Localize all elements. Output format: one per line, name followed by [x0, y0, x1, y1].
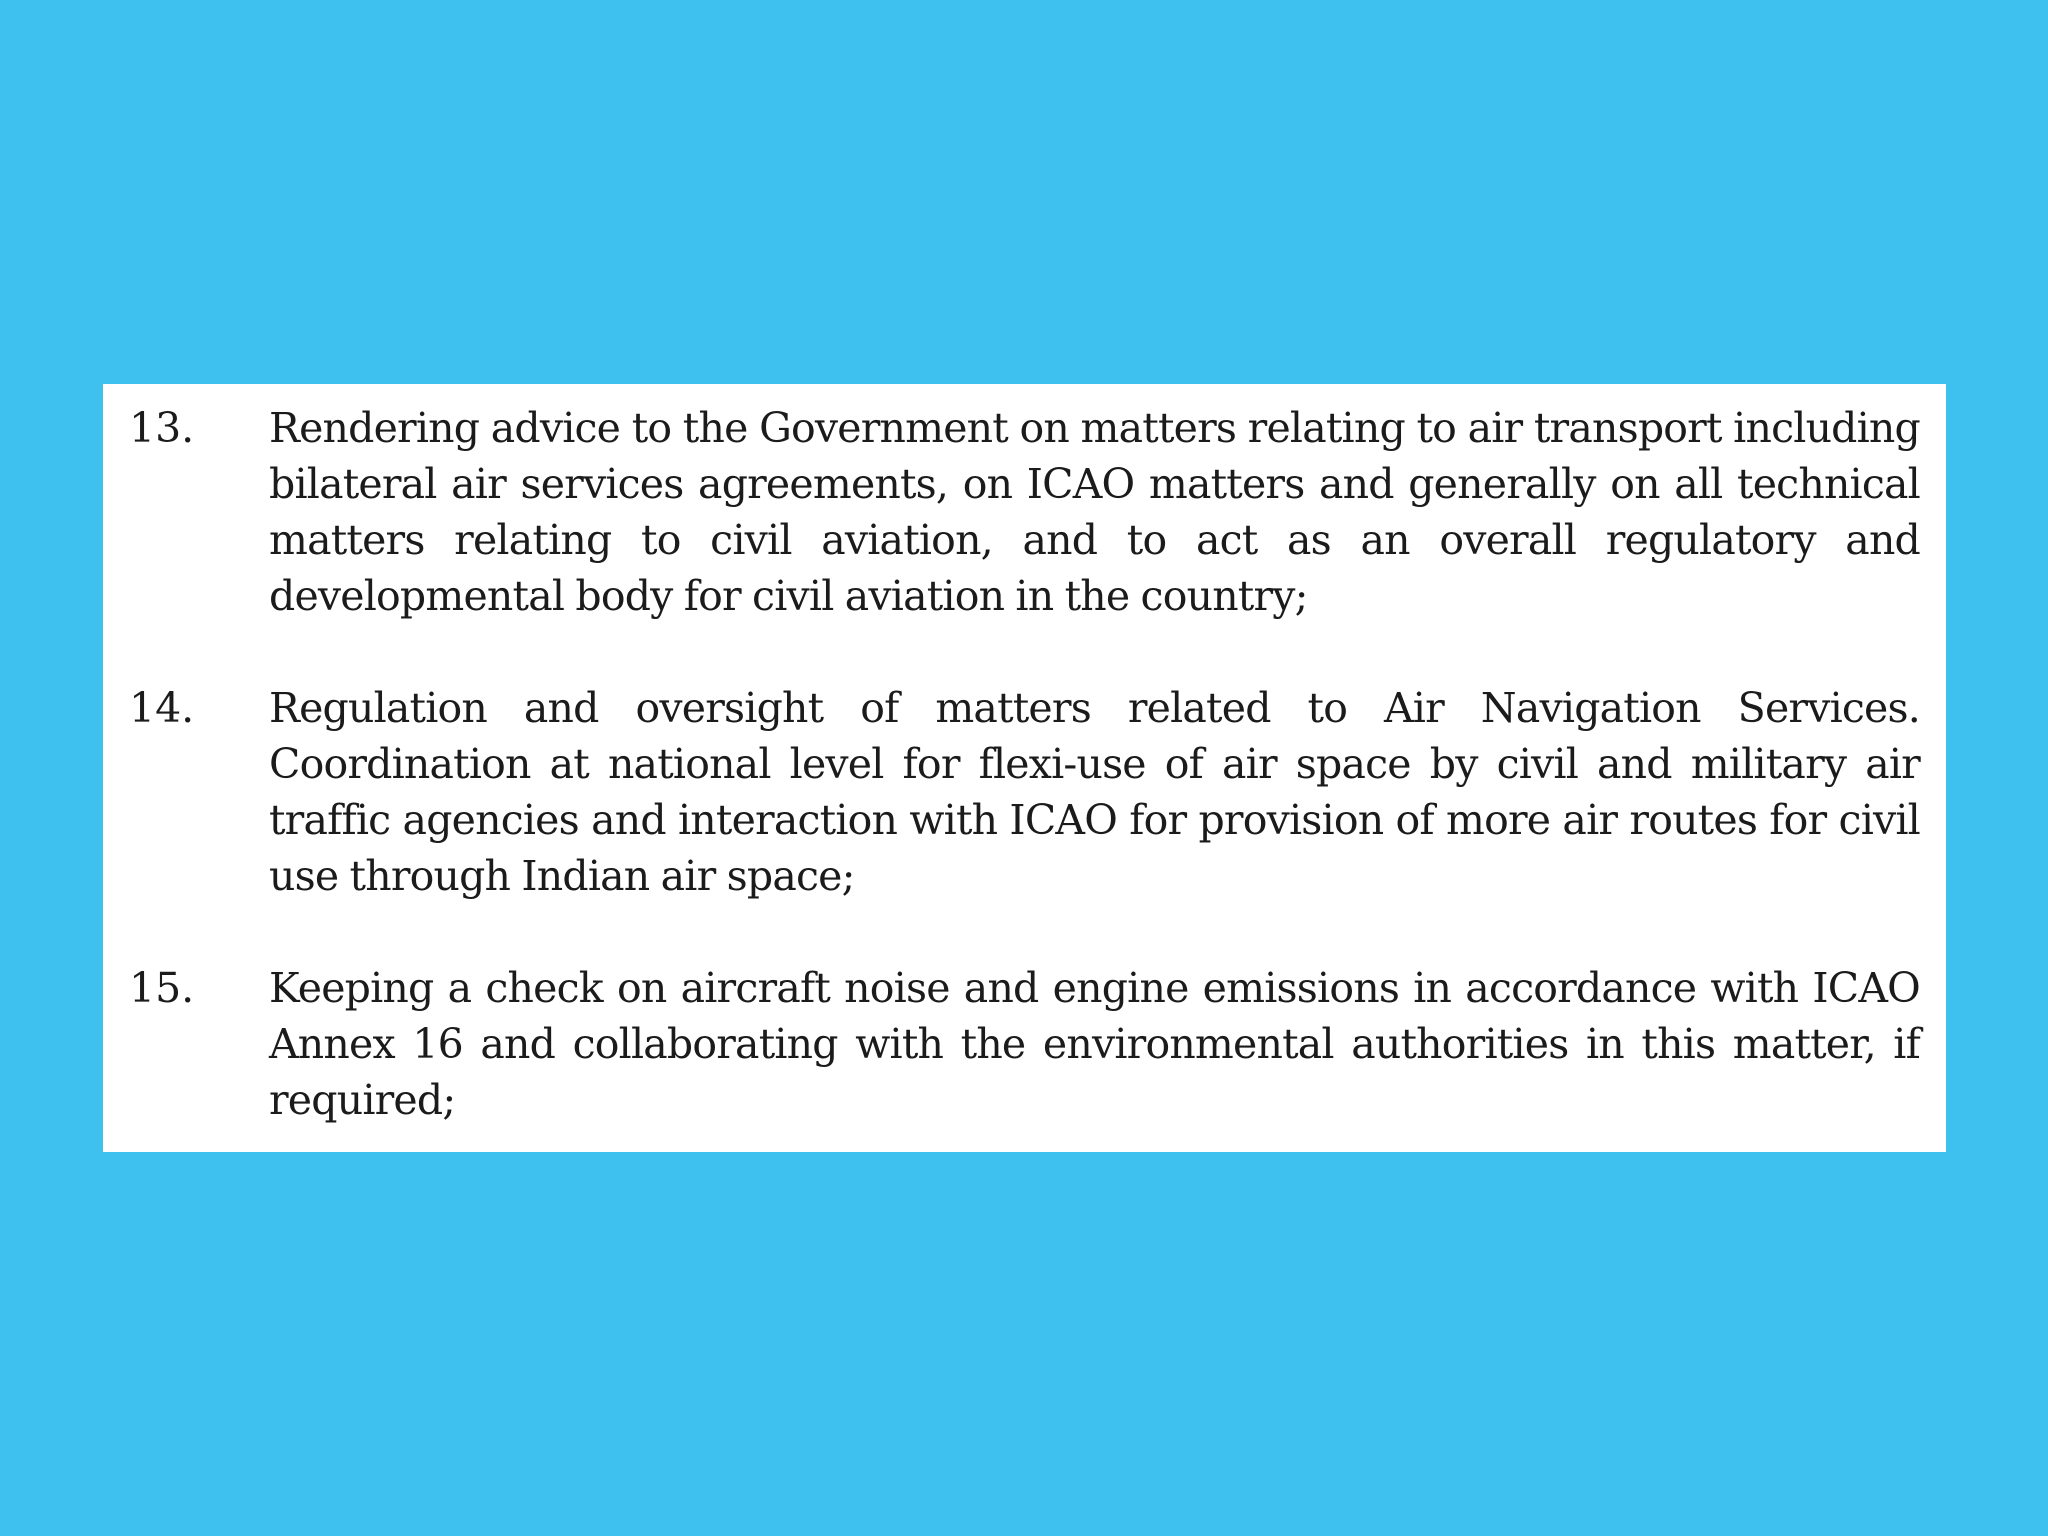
document-excerpt-panel [103, 384, 1946, 1152]
clause-number: 15. [129, 964, 195, 1012]
clause-number: 13. [129, 404, 195, 452]
clause-14 [125, 680, 1920, 904]
clause-13 [125, 400, 1920, 624]
clause-number: 14. [129, 684, 195, 732]
clause-15 [125, 960, 1920, 1128]
clause-text: Rendering advice to the Government on matters relating to air transport including bilateral air services agreements, on ICAO matters and generally on all technical matters relating to civil aviation, and to act as an overall regulatory and developmental body for civil aviation in the country; [269, 404, 1920, 620]
clause-text: Regulation and oversight of matters related to Air Navigation Services. Coordination at national level for flexi-use of air space by civil and military air traffic agencies and interaction with ICAO for provision of more air routes for civil use through Indian air space; [269, 684, 1920, 900]
clause-text: Keeping a check on aircraft noise and engine emissions in accordance with ICAO Annex 16 and collaborating with the environmental authorities in this matter, if required; [269, 964, 1920, 1124]
